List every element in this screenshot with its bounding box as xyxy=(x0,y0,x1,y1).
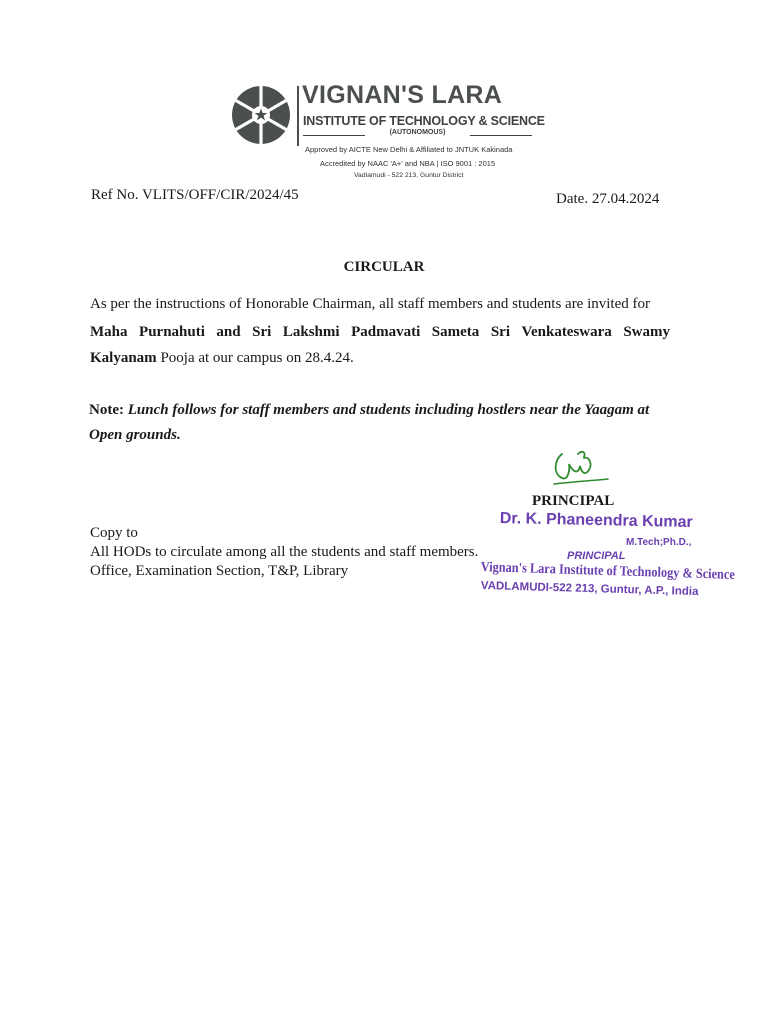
accreditation-line: Accredited by NAAC 'A+' and NBA | ISO 9001 : 2015 xyxy=(320,159,496,168)
body-word: Venkateswara xyxy=(521,324,612,340)
logo-divider xyxy=(297,86,299,146)
body-word: Purnahuti xyxy=(139,324,205,340)
stamp-title: PRINCIPAL xyxy=(567,550,626,562)
stamp-degree: M.Tech;Ph.D., xyxy=(626,537,692,548)
institute-name: VIGNAN'S LARA xyxy=(302,81,503,109)
principal-signature xyxy=(548,448,612,490)
body-word: Maha xyxy=(90,324,128,340)
stamp-name: Dr. K. Phaneendra Kumar xyxy=(499,510,693,532)
copy-to-line-2: Office, Examination Section, T&P, Library xyxy=(90,563,349,579)
note-label: Note: xyxy=(89,402,124,418)
body-line-1: As per the instructions of Honorable Chairman, all staff members and students are invited for xyxy=(90,296,650,312)
stamp-institute: Vignan's Lara Institute of Technology & Science xyxy=(480,560,736,583)
circular-title: CIRCULAR xyxy=(343,259,425,275)
note-line-2: Open grounds. xyxy=(89,427,181,443)
institute-logo-icon xyxy=(230,84,292,146)
note-line-1 xyxy=(89,401,649,419)
stamp-address: VADLAMUDI-522 213, Guntur, A.P., India xyxy=(480,580,699,599)
circular-date: Date. 27.04.2024 xyxy=(556,191,660,207)
autonomous-row xyxy=(303,130,532,140)
body-line-2 xyxy=(90,323,670,341)
body-bold-word: Kalyanam xyxy=(90,350,157,366)
body-line-3-rest: Pooja at our campus on 28.4.24. xyxy=(156,350,354,366)
institute-address: Vadlamudi - 522 213, Guntur District xyxy=(354,172,464,179)
divider xyxy=(470,135,532,136)
approval-line: Approved by AICTE New Delhi & Affiliated to JNTUK Kakinada xyxy=(305,145,513,154)
body-word: Sri xyxy=(252,324,272,340)
body-word: and xyxy=(216,324,241,340)
body-word: Padmavati xyxy=(351,324,421,340)
autonomous-label: (AUTONOMOUS) xyxy=(389,129,446,136)
note-text: Lunch follows for staff members and students including hostlers near the Yaagam at xyxy=(123,402,650,418)
body-line-3 xyxy=(90,349,354,367)
body-word: Lakshmi xyxy=(282,324,340,340)
copy-to-line-1: All HODs to circulate among all the students and staff members. xyxy=(90,544,479,560)
copy-to-heading: Copy to xyxy=(90,525,138,541)
signatory-title: PRINCIPAL xyxy=(532,493,615,509)
body-word: Sameta xyxy=(431,324,480,340)
body-word: Sri xyxy=(490,324,510,340)
institute-subtitle: INSTITUTE OF TECHNOLOGY & SCIENCE xyxy=(303,114,545,128)
reference-number: Ref No. VLITS/OFF/CIR/2024/45 xyxy=(91,187,299,203)
body-word: Swamy xyxy=(623,324,670,340)
